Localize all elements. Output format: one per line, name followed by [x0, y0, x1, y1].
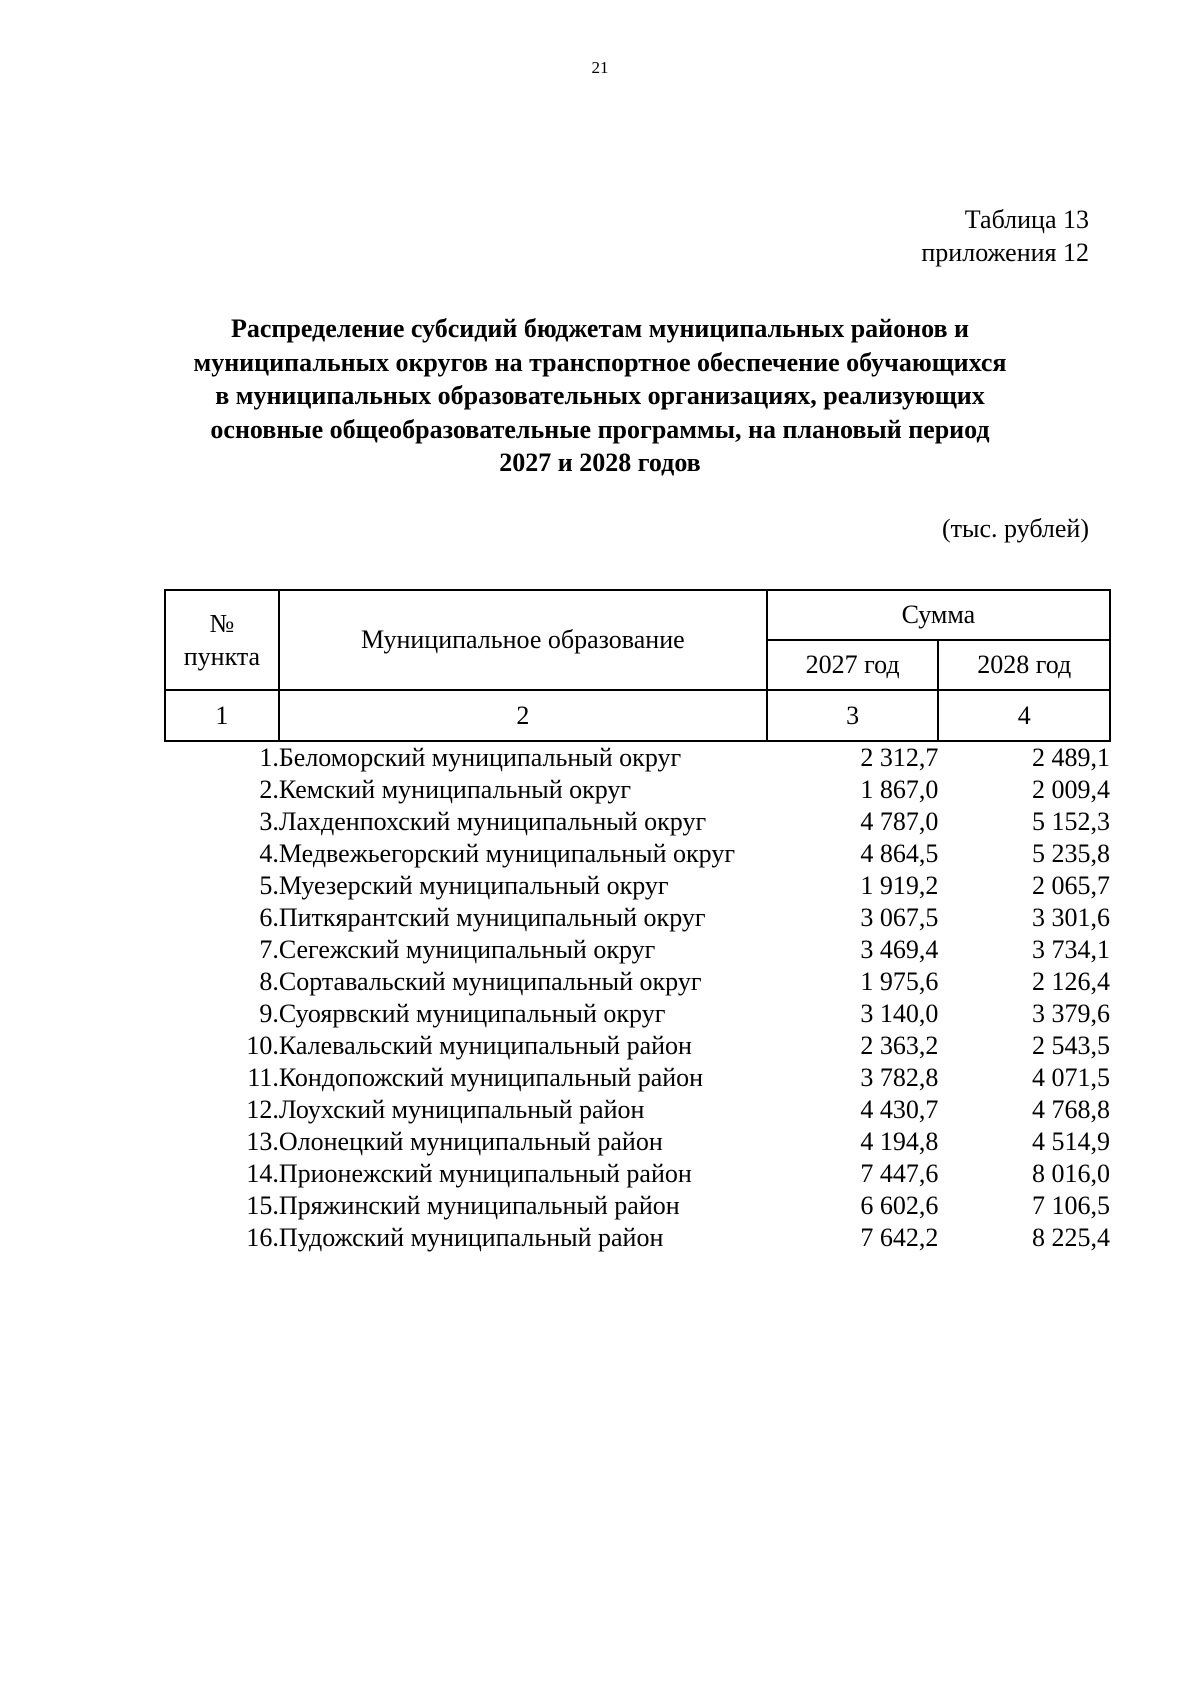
- table-row: [165, 902, 1110, 934]
- title-line: в муниципальных образовательных организациях, реализующих: [215, 381, 985, 410]
- table-row: [165, 774, 1110, 806]
- municipality-name: Сортавальский муниципальный округ: [278, 967, 702, 996]
- header-number-label: пункта: [183, 642, 261, 671]
- municipality-name: Питкярантский муниципальный округ: [278, 903, 706, 932]
- row-number: 9.: [259, 999, 279, 1028]
- value-2027: 4 787,0: [860, 807, 939, 836]
- table-row: [165, 1094, 1110, 1126]
- municipality-name: Медвежьегорский муниципальный округ: [278, 839, 735, 868]
- row-number: 8.: [259, 967, 279, 996]
- value-2027: 3 469,4: [860, 935, 939, 964]
- table-row: [165, 1030, 1110, 1062]
- table-body: [165, 741, 1110, 1254]
- value-2028: 3 379,6: [1032, 999, 1110, 1028]
- row-number: 14.: [246, 1159, 279, 1188]
- municipality-name: Беломорский муниципальный округ: [278, 743, 682, 772]
- value-2028: 2 126,4: [1032, 967, 1110, 996]
- value-2028: 2 065,7: [1032, 871, 1110, 900]
- municipality-name: Суоярвский муниципальный округ: [278, 999, 666, 1028]
- table-row: [165, 838, 1110, 870]
- header-sum: Сумма: [767, 590, 1110, 640]
- value-2027: 2 312,7: [860, 743, 939, 772]
- municipality-name: Пудожский муниципальный район: [278, 1223, 664, 1252]
- value-2028: 3 301,6: [1032, 903, 1110, 932]
- municipality-name: Прионежский муниципальный район: [278, 1159, 692, 1188]
- value-2027: 3 067,5: [860, 903, 939, 932]
- table-row: [165, 1190, 1110, 1222]
- value-2027: 1 975,6: [860, 967, 939, 996]
- row-number: 10.: [246, 1031, 279, 1060]
- municipality-name: Сегежский муниципальный округ: [278, 935, 656, 964]
- value-2028: 2 009,4: [1032, 775, 1110, 804]
- table-reference-line2: приложения 12: [921, 238, 1089, 267]
- table-reference: [921, 203, 1089, 269]
- row-number: 15.: [246, 1191, 279, 1220]
- value-2028: 5 152,3: [1032, 807, 1110, 836]
- column-number-2: 2: [279, 690, 767, 741]
- municipality-name: Муезерский муниципальный округ: [278, 871, 669, 900]
- table-row: [165, 998, 1110, 1030]
- table-row: [165, 1222, 1110, 1254]
- header-year-2027: 2027 год: [767, 640, 939, 690]
- table-row: [165, 870, 1110, 902]
- municipality-name: Пряжинский муниципальный район: [278, 1191, 680, 1220]
- header-year-2028: 2028 год: [938, 640, 1110, 690]
- table-row: [165, 806, 1110, 838]
- municipality-name: Олонецкий муниципальный район: [278, 1127, 663, 1156]
- value-2027: 1 867,0: [860, 775, 939, 804]
- title-line: муниципальных округов на транспортное обеспечение обучающихся: [193, 347, 1007, 377]
- column-number-4: 4: [938, 690, 1110, 741]
- row-number: 12.: [246, 1095, 279, 1124]
- municipality-name: Калевальский муниципальный район: [278, 1031, 692, 1060]
- table-row: [165, 1126, 1110, 1158]
- municipality-name: Кондопожский муниципальный район: [278, 1063, 704, 1092]
- document-title: [150, 312, 1050, 480]
- title-line: Распределение субсидий бюджетам муниципальных районов и: [230, 314, 969, 343]
- row-number: 7.: [259, 935, 279, 964]
- value-2027: 3 140,0: [860, 999, 939, 1028]
- row-number: 6.: [259, 903, 279, 932]
- title-line: 2027 и 2028 годов: [499, 448, 701, 477]
- column-number-3: 3: [767, 690, 939, 741]
- value-2027: 2 363,2: [860, 1031, 939, 1060]
- value-2027: 4 864,5: [860, 839, 939, 868]
- table-reference-line1: Таблица 13: [964, 205, 1089, 234]
- value-2027: 4 430,7: [860, 1095, 939, 1124]
- value-2027: 6 602,6: [860, 1191, 939, 1220]
- row-number: 11.: [247, 1063, 279, 1092]
- value-2028: 4 768,8: [1032, 1095, 1110, 1124]
- value-2027: 3 782,8: [860, 1063, 939, 1092]
- row-number: 13.: [246, 1127, 279, 1156]
- value-2027: 7 642,2: [860, 1223, 939, 1252]
- row-number: 5.: [259, 871, 279, 900]
- table-header: [165, 590, 1110, 741]
- value-2028: 2 543,5: [1032, 1031, 1110, 1060]
- row-number: 4.: [259, 839, 279, 868]
- units-label: (тыс. рублей): [941, 514, 1089, 543]
- table-row: [165, 934, 1110, 966]
- header-number-symbol: №: [209, 609, 235, 638]
- table-row: [165, 1158, 1110, 1190]
- title-line: основные общеобразовательные программы, на плановый период: [210, 414, 990, 444]
- row-number: 1.: [259, 743, 279, 772]
- row-number: 2.: [259, 775, 279, 804]
- value-2027: 1 919,2: [860, 871, 939, 900]
- header-municipality: Муниципальное образование: [279, 590, 767, 690]
- municipality-name: Лоухский муниципальный район: [278, 1095, 645, 1124]
- value-2028: 5 235,8: [1032, 839, 1110, 868]
- value-2028: 4 514,9: [1032, 1127, 1110, 1156]
- column-number-1: 1: [165, 690, 279, 741]
- municipality-name: Кемский муниципальный округ: [278, 775, 632, 804]
- municipality-name: Лахденпохский муниципальный округ: [278, 807, 707, 836]
- header-item-number: [165, 590, 279, 690]
- page-number: 21: [591, 58, 609, 77]
- row-number: 3.: [259, 807, 279, 836]
- row-number: 16.: [246, 1223, 279, 1252]
- table-row: [165, 966, 1110, 998]
- table-row: [165, 741, 1110, 774]
- value-2028: 8 225,4: [1032, 1223, 1110, 1252]
- value-2027: 4 194,8: [860, 1127, 939, 1156]
- value-2028: 8 016,0: [1032, 1159, 1110, 1188]
- value-2027: 7 447,6: [860, 1159, 939, 1188]
- value-2028: 4 071,5: [1032, 1063, 1110, 1092]
- subsidy-table: [164, 589, 1111, 1254]
- value-2028: 7 106,5: [1032, 1191, 1110, 1220]
- value-2028: 3 734,1: [1032, 935, 1110, 964]
- value-2028: 2 489,1: [1032, 743, 1110, 772]
- table-row: [165, 1062, 1110, 1094]
